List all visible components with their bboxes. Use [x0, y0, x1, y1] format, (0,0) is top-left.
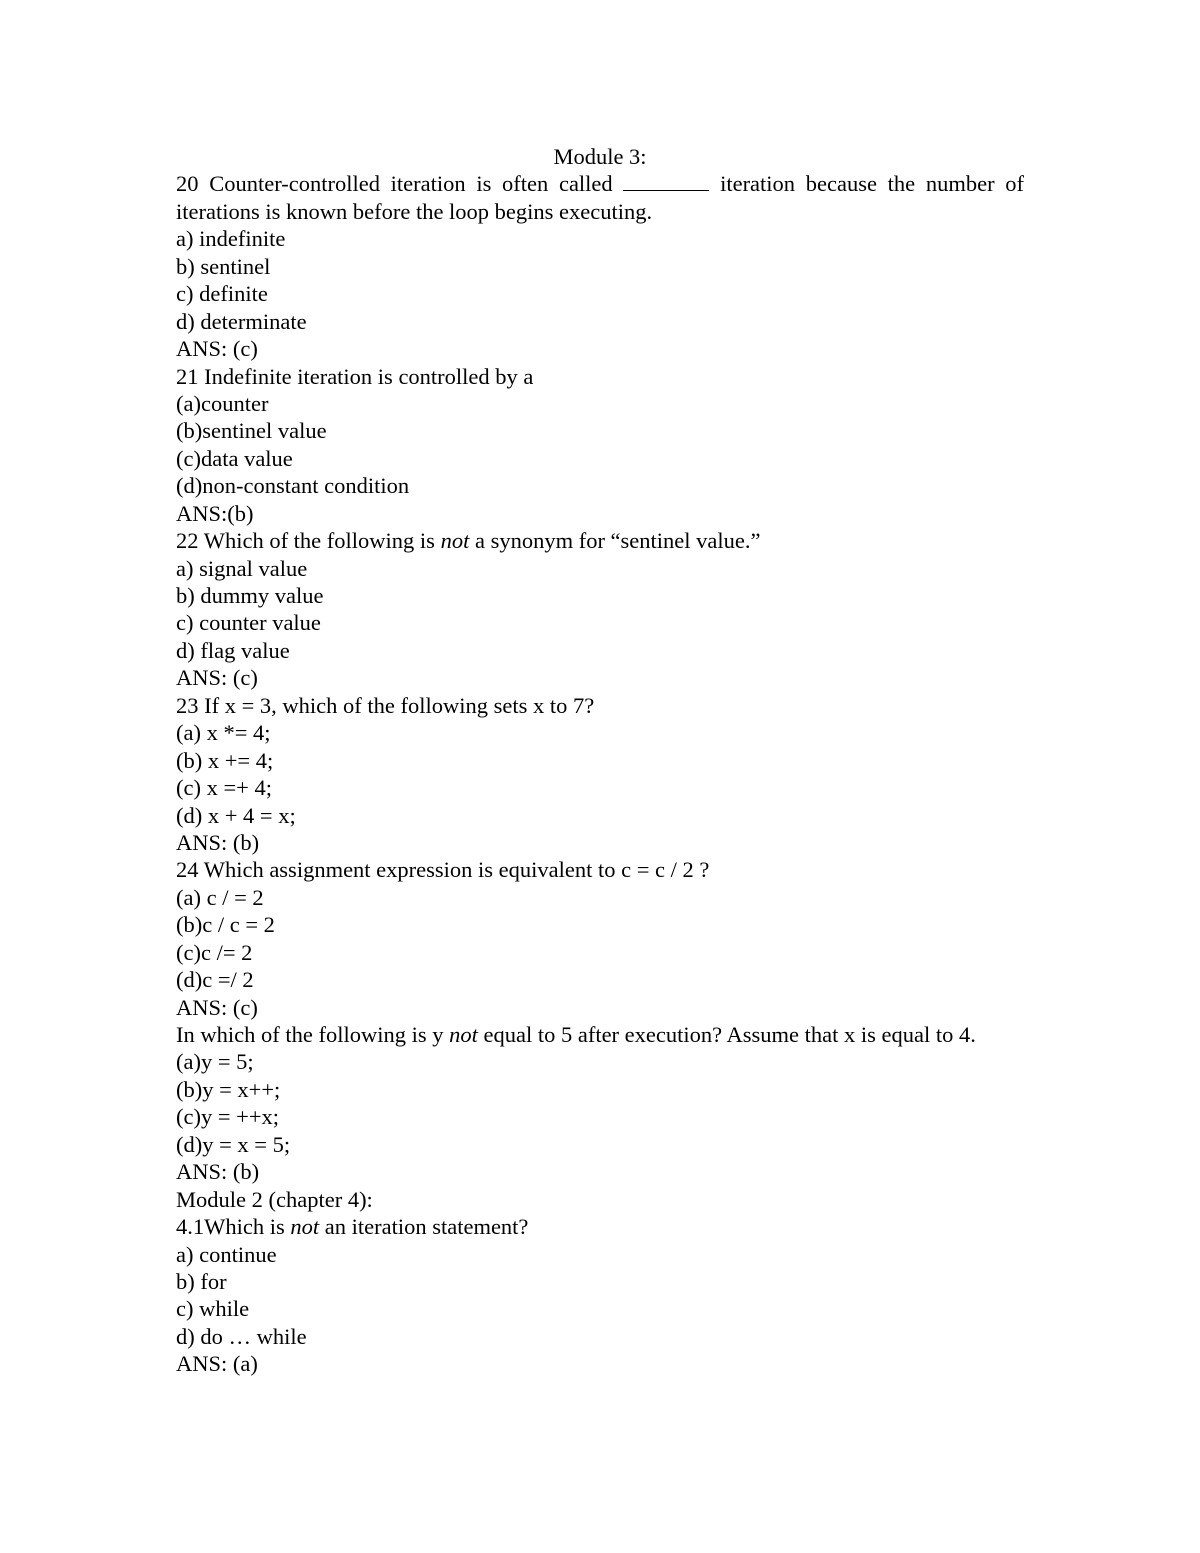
question-22-answer: ANS: (c): [176, 665, 258, 691]
question-4-1-option-d: d) do … while: [176, 1323, 307, 1349]
question-25-text-end: equal to 5 after execution? Assume that x is equal to 4.: [483, 1022, 976, 1048]
question-23-option-d: (d) x + 4 = x;: [176, 802, 296, 828]
question-20-text: [176, 170, 1024, 225]
page-content: [176, 143, 1024, 1378]
question-23-option-b: (b) x += 4;: [176, 747, 274, 773]
question-25-option-b: (b)y = x++;: [176, 1076, 281, 1102]
question-20-text-start: 20 Counter-controlled iteration is often called: [176, 171, 613, 197]
question-23-option-a: (a) x *= 4;: [176, 720, 271, 746]
question-24-text: 24 Which assignment expression is equivalent to c = c / 2 ?: [176, 857, 710, 883]
question-4-1-option-c: c) while: [176, 1296, 250, 1322]
question-25-text: [176, 1021, 1024, 1048]
question-22-text-start: 22 Which of the following is: [176, 528, 435, 554]
question-21-text: 21 Indefinite iteration is controlled by a: [176, 363, 534, 389]
question-22-text: [176, 527, 1024, 554]
question-4-1-answer: ANS: (a): [176, 1351, 258, 1377]
question-21-option-a: (a)counter: [176, 390, 269, 416]
question-20-option-d: d) determinate: [176, 308, 307, 334]
question-25-option-c: (c)y = ++x;: [176, 1104, 280, 1130]
question-22-option-c: c) counter value: [176, 610, 321, 636]
question-22-option-d: d) flag value: [176, 637, 290, 663]
module-3-heading: Module 3:: [553, 144, 647, 169]
question-24-answer: ANS: (c): [176, 994, 258, 1020]
question-24-option-c: (c)c /= 2: [176, 939, 253, 965]
question-25-option-d: (d)y = x = 5;: [176, 1131, 291, 1157]
question-24-option-b: (b)c / c = 2: [176, 912, 275, 938]
question-25-option-a: (a)y = 5;: [176, 1049, 254, 1075]
question-4-1-emphasis: not: [290, 1214, 320, 1240]
question-24-option-a: (a) c / = 2: [176, 884, 264, 910]
question-20-answer: ANS: (c): [176, 336, 258, 362]
question-4-1-text-start: 4.1Which is: [176, 1214, 285, 1240]
question-22-text-end: a synonym for “sentinel value.”: [474, 528, 761, 554]
question-23-option-c: (c) x =+ 4;: [176, 775, 272, 801]
question-21-option-b: (b)sentinel value: [176, 418, 327, 444]
question-4-1-text-end: an iteration statement?: [324, 1214, 529, 1240]
question-25-answer: ANS: (b): [176, 1159, 260, 1185]
question-22-option-a: a) signal value: [176, 555, 308, 581]
question-24-option-d: (d)c =/ 2: [176, 967, 254, 993]
question-20-option-c: c) definite: [176, 281, 268, 307]
question-21-option-d: (d)non-constant condition: [176, 473, 410, 499]
question-22-emphasis: not: [440, 528, 470, 554]
question-23-text: 23 If x = 3, which of the following sets x to 7?: [176, 692, 595, 718]
question-25-emphasis: not: [449, 1022, 478, 1048]
answer-blank: [623, 172, 709, 191]
module-2-heading: Module 2 (chapter 4):: [176, 1186, 373, 1212]
question-23-answer: ANS: (b): [176, 829, 260, 855]
question-20-text-end: iteration because the number of iterations is known before the loop begins executing.: [176, 171, 1025, 224]
question-20-option-a: a) indefinite: [176, 226, 286, 252]
question-21-option-c: (c)data value: [176, 445, 293, 471]
question-4-1-option-b: b) for: [176, 1268, 227, 1294]
question-21-answer: ANS:(b): [176, 500, 254, 526]
question-4-1-option-a: a) continue: [176, 1241, 277, 1267]
question-25-text-start: In which of the following is y: [176, 1022, 444, 1048]
question-20-option-b: b) sentinel: [176, 253, 271, 279]
question-4-1-text: [176, 1213, 1024, 1240]
question-22-option-b: b) dummy value: [176, 583, 324, 609]
